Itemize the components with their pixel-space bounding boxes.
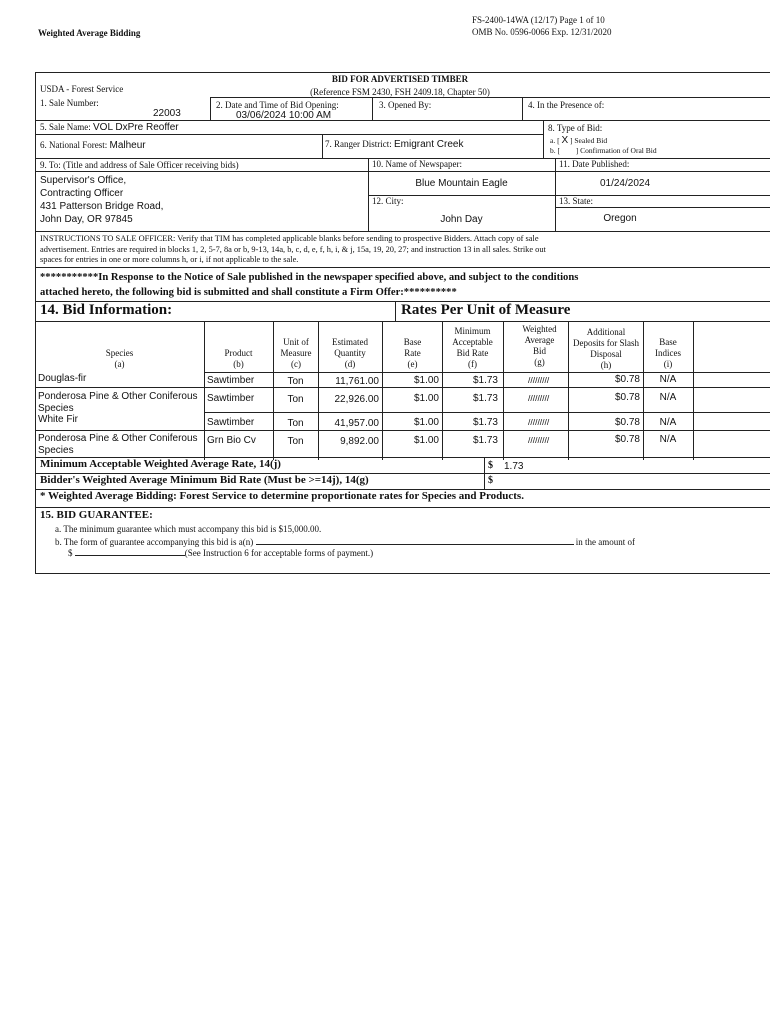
instructions: INSTRUCTIONS TO SALE OFFICER: Verify that TIM has completed applicable blanks before sending to prospective Bidders. Attach copy of sale advertisement. Entries are required in blocks 1, 2, 5-7, 8a or b, 9-13, 14a, b, c, d, e, f, h, i, & j, 15a, 19, 20, 27; and instruction 13 in all sales. Strike out spaces for entries in one or more columns h, or i, if not applicable to the sale.	[40, 234, 546, 264]
agency: USDA - Forest Service	[40, 84, 124, 94]
city-label: 12. City:	[372, 196, 404, 206]
sale-officer-address: Supervisor's Office, Contracting Officer 431 Patterson Bridge Road, John Day, OR 97845	[40, 175, 164, 225]
form-id: FS-2400-14WA (12/17) Page 1 of 10	[472, 15, 605, 25]
unit: Ton	[287, 418, 304, 429]
col-species: Species (a)	[105, 348, 134, 369]
deposit: $0.78	[614, 434, 640, 445]
forest-field: 6. National Forest: Malheur	[40, 140, 146, 151]
base-indices: N/A	[659, 417, 677, 428]
quantity: 9,892.00	[340, 436, 379, 447]
sealed-bid-checkbox[interactable]: X	[561, 135, 569, 146]
deposit: $0.78	[614, 374, 640, 385]
ranger: Emigrant Creek	[394, 139, 464, 150]
col-base-rate: Base Rate (e)	[403, 337, 422, 369]
min-rate: $1.73	[472, 435, 498, 446]
bid-info-title: 14. Bid Information:	[40, 302, 173, 318]
base-rate: $1.00	[413, 375, 439, 386]
guarantee-amount-input[interactable]	[75, 546, 185, 556]
base-rate: $1.00	[413, 435, 439, 446]
firm-offer-statement: ***********In Response to the Notice of Sale published in the newspaper specified above, and subject to the conditions attached hereto, the following bid is submitted and shall constitute a Firm Offer:**********	[40, 272, 579, 298]
form-title: BID FOR ADVERTISED TIMBER	[331, 74, 469, 84]
deposit: $0.78	[614, 392, 640, 403]
state: Oregon	[603, 213, 637, 224]
min-rate: $1.73	[472, 393, 498, 404]
unit: Ton	[287, 376, 304, 387]
base-rate: $1.00	[413, 417, 439, 428]
col-unit: Unit of Measure (c)	[280, 337, 312, 369]
sale-name-field: 5. Sale Name: VOL DxPre Reoffer	[40, 122, 179, 133]
date-published: 01/24/2024	[599, 178, 651, 189]
product: Sawtimber	[207, 393, 255, 404]
col-min-bid-rate: Minimum Acceptable Bid Rate (f)	[452, 326, 493, 369]
guarantee-amount: $ (See Instruction 6 for acceptable forms of payment.)	[68, 548, 374, 558]
guarantee-minimum: a. The minimum guarantee which must accompany this bid is $15,000.00.	[55, 524, 322, 534]
bidder-rate-dollar: $	[488, 475, 493, 486]
rates-title: Rates Per Unit of Measure	[401, 302, 571, 318]
presence-label: 4. In the Presence of:	[528, 100, 605, 110]
bid-opening-label: 2. Date and Time of Bid Opening:	[216, 100, 339, 110]
species: Ponderosa Pine & Other Coniferous Species	[38, 391, 198, 414]
sale-number-label: 1. Sale Number:	[40, 98, 99, 108]
species: Ponderosa Pine & Other Coniferous Species	[38, 433, 198, 456]
species: White Fir	[38, 414, 78, 425]
date-published-label: 11. Date Published:	[559, 159, 630, 169]
opened-by-label: 3. Opened By:	[379, 100, 432, 110]
bidder-rate-label: Bidder's Weighted Average Minimum Bid Rate (Must be >=14j), 14(g)	[40, 474, 369, 486]
forest: Malheur	[109, 140, 146, 151]
min-weighted-rate-label: Minimum Acceptable Weighted Average Rate, 14(j)	[40, 458, 281, 470]
bid-guarantee-title: 15. BID GUARANTEE:	[40, 509, 153, 521]
bid-type-sealed: a. [ X ] Sealed Bid	[550, 135, 608, 146]
sale-number: 22003	[153, 108, 181, 119]
weighted-bid[interactable]: /////////	[528, 417, 550, 427]
weighted-bid[interactable]: /////////	[528, 375, 550, 385]
unit: Ton	[287, 394, 304, 405]
bid-type-label: 8. Type of Bid:	[548, 123, 603, 133]
product: Sawtimber	[207, 375, 255, 386]
weighted-avg-note: * Weighted Average Bidding: Forest Service to determine proportionate rates for Species and Products.	[40, 490, 524, 502]
ranger-field: 7. Ranger District: Emigrant Creek	[325, 139, 464, 150]
guarantee-form-input[interactable]	[256, 535, 574, 545]
min-rate: $1.73	[472, 417, 498, 428]
state-label: 13. State:	[559, 196, 593, 206]
quantity: 22,926.00	[334, 394, 379, 405]
unit: Ton	[287, 436, 304, 447]
min-weighted-rate-value: 1.73	[504, 461, 524, 472]
to-label: 9. To: (Title and address of Sale Officer receiving bids)	[40, 160, 239, 170]
base-indices: N/A	[659, 434, 677, 445]
bid-opening: 03/06/2024 10:00 AM	[236, 110, 332, 121]
col-base-indices: Base Indices (i)	[655, 337, 681, 369]
weighted-bid[interactable]: /////////	[528, 435, 550, 445]
header-title: Weighted Average Bidding	[38, 28, 141, 38]
bid-type-oral: b. [ ] Confirmation of Oral Bid	[550, 146, 657, 155]
form-reference: (Reference FSM 2430, FSH 2409.18, Chapter 50)	[310, 87, 490, 97]
species: Douglas-fir	[38, 373, 87, 384]
col-deposits: Additional Deposits for Slash Disposal (h)	[573, 327, 639, 370]
newspaper-label: 10. Name of Newspaper:	[372, 159, 462, 169]
sale-name: VOL DxPre Reoffer	[93, 122, 179, 133]
min-rate: $1.73	[472, 375, 498, 386]
bidder-rate-input[interactable]	[500, 474, 770, 489]
weighted-bid[interactable]: /////////	[528, 393, 550, 403]
base-indices: N/A	[659, 374, 677, 385]
quantity: 11,761.00	[335, 376, 379, 387]
min-rate-dollar: $	[488, 460, 493, 471]
col-product: Product (b)	[224, 348, 253, 369]
base-indices: N/A	[659, 392, 677, 403]
product: Grn Bio Cv	[207, 435, 256, 446]
base-rate: $1.00	[413, 393, 439, 404]
omb-number: OMB No. 0596-0066 Exp. 12/31/2020	[472, 27, 612, 37]
quantity: 41,957.00	[334, 418, 379, 429]
city: John Day	[440, 214, 483, 225]
guarantee-form: b. The form of guarantee accompanying this bid is a(n) in the amount of	[55, 537, 636, 547]
col-quantity: Estimated Quantity (d)	[332, 337, 368, 369]
newspaper: Blue Mountain Eagle	[415, 178, 508, 189]
col-weighted-avg: Weighted Average Bid (g)	[522, 324, 557, 367]
deposit: $0.78	[614, 417, 640, 428]
product: Sawtimber	[207, 417, 255, 428]
